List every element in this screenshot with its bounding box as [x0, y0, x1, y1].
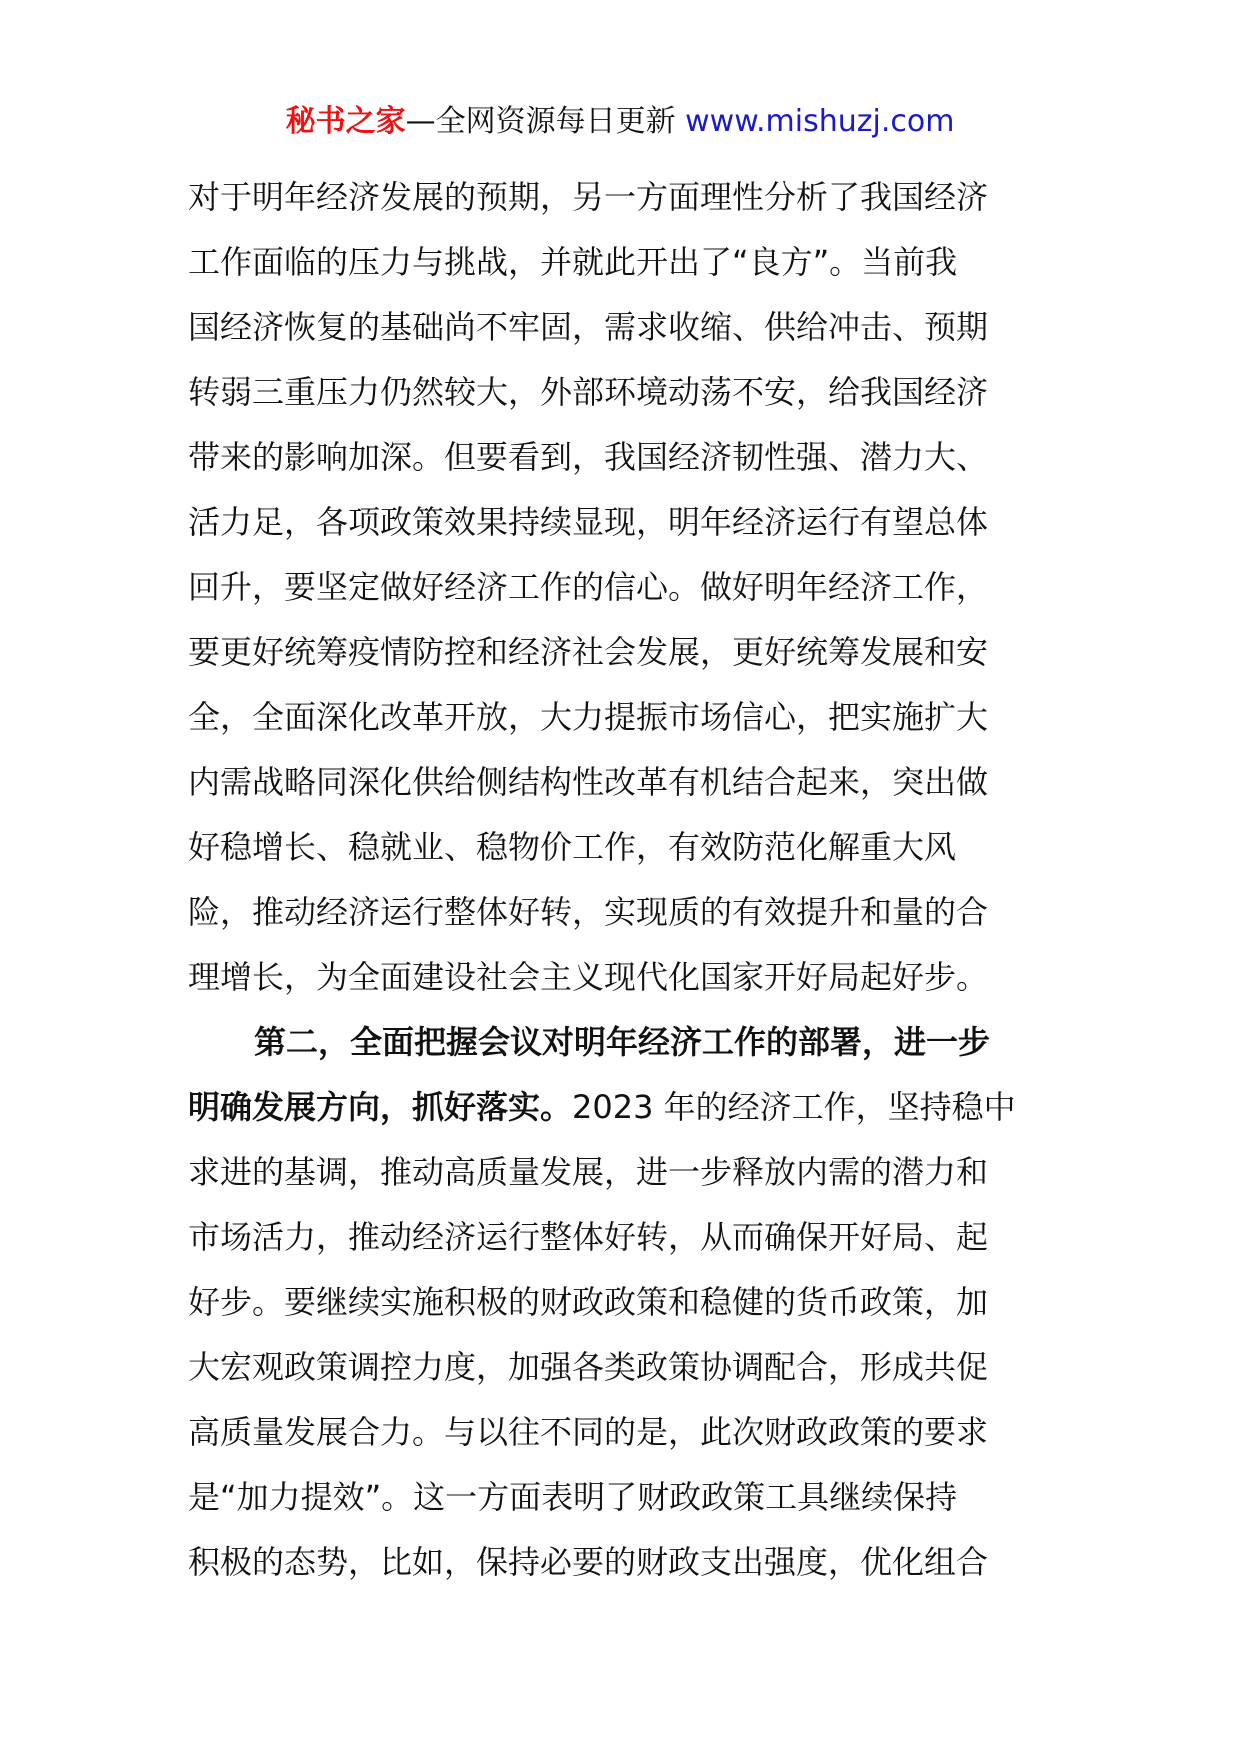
document-body — [188, 165, 1068, 1595]
site-url-link[interactable]: www.mishuzj.com — [685, 104, 955, 139]
section-heading-line: 第二，全面把握会议对明年经济工作的部署，进一步 — [254, 1023, 991, 1061]
text-line: 大宏观政策调控力度，加强各类政策协调配合，形成共促 — [188, 1348, 989, 1386]
text-line: 要更好统筹疫情防控和经济社会发展，更好统筹发展和安 — [188, 633, 989, 671]
text-line: 是“加力提效”。这一方面表明了财政政策工具继续保持 — [188, 1478, 958, 1516]
text-line: 转弱三重压力仍然较大，外部环境动荡不安，给我国经济 — [188, 373, 989, 411]
paragraph-text: 2023 年的经济工作，坚持稳中 — [572, 1088, 1016, 1126]
text-line: 理增长，为全面建设社会主义现代化国家开好局起好步。 — [188, 958, 989, 996]
text-line: 活力足，各项政策效果持续显现，明年经济运行有望总体 — [188, 503, 989, 541]
text-line: 好步。要继续实施积极的财政政策和稳健的货币政策，加 — [188, 1283, 989, 1321]
text-line: 险，推动经济运行整体好转，实现质的有效提升和量的合 — [188, 893, 989, 931]
brand-name: 秘书之家 — [285, 104, 406, 139]
text-line: 工作面临的压力与挑战，并就此开出了“良方”。当前我 — [188, 243, 958, 281]
text-line: 求进的基调，推动高质量发展，进一步释放内需的潜力和 — [188, 1153, 989, 1191]
text-line: 内需战略同深化供给侧结构性改革有机结合起来，突出做 — [188, 763, 989, 801]
text-line: 好稳增长、稳就业、稳物价工作，有效防范化解重大风 — [188, 828, 957, 866]
text-line — [188, 1075, 1068, 1140]
site-watermark-header — [0, 102, 1240, 142]
text-line: 带来的影响加深。但要看到，我国经济韧性强、潜力大、 — [188, 438, 989, 476]
text-line: 对于明年经济发展的预期，另一方面理性分析了我国经济 — [188, 178, 989, 216]
text-line: 积极的态势，比如，保持必要的财政支出强度，优化组合 — [188, 1543, 989, 1581]
text-line: 高质量发展合力。与以往不同的是，此次财政政策的要求 — [188, 1413, 989, 1451]
text-line: 市场活力，推动经济运行整体好转，从而确保开好局、起 — [188, 1218, 989, 1256]
text-line: 全，全面深化改革开放，大力提振市场信心，把实施扩大 — [188, 698, 989, 736]
header-tagline: —全网资源每日更新 — [405, 104, 676, 139]
text-line: 回升，要坚定做好经济工作的信心。做好明年经济工作， — [188, 568, 989, 606]
section-heading-tail: 明确发展方向，抓好落实。 — [188, 1088, 573, 1126]
text-line: 国经济恢复的基础尚不牢固，需求收缩、供给冲击、预期 — [188, 308, 989, 346]
